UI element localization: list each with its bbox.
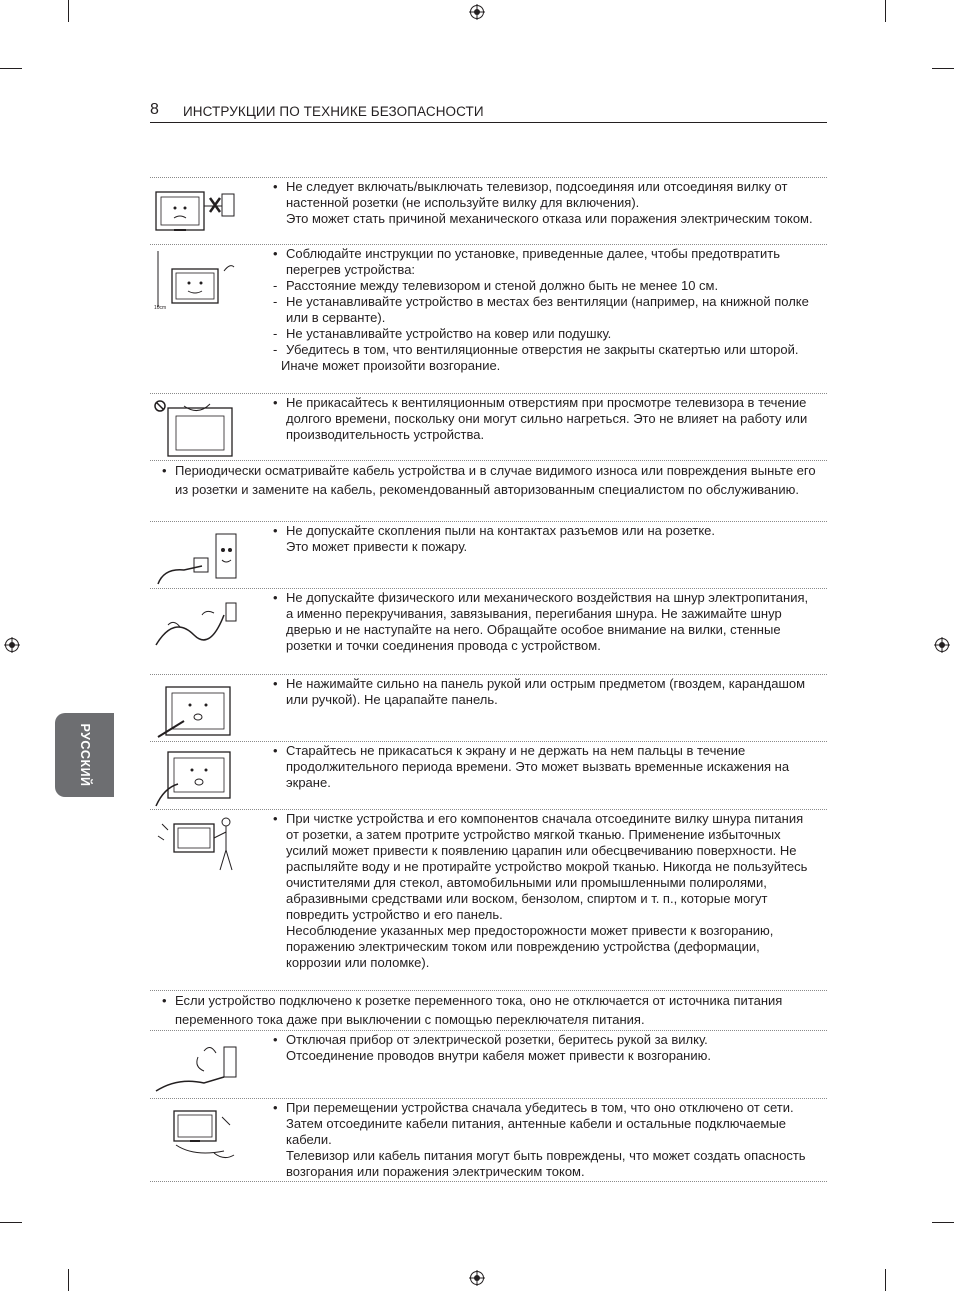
crop-mark	[0, 68, 22, 69]
screen-touch-illustration	[154, 748, 238, 808]
crop-mark	[885, 1269, 886, 1291]
list-item	[150, 588, 827, 674]
item-text: Соблюдайте инструкции по установке, приведенные далее, чтобы предотвратить перегрев устройства:	[286, 246, 780, 277]
crop-mark	[68, 1269, 69, 1291]
dusty-outlet-illustration	[154, 528, 238, 588]
item-note: Несоблюдение указанных мер предосторожности может привести к возгоранию, поражению электрическим током или повреждению устройства (деформации, коррозии или поломке).	[286, 923, 774, 970]
registration-mark-icon	[469, 4, 485, 20]
sub-item: - Не устанавливайте устройство на ковер или подушку.	[273, 326, 813, 342]
list-item	[150, 674, 827, 741]
section-title: ИНСТРУКЦИИ ПО ТЕХНИКЕ БЕЗОПАСНОСТИ	[183, 104, 484, 119]
registration-mark-icon	[4, 637, 20, 653]
tv-ventilation-illustration	[154, 251, 238, 311]
item-note: Телевизор или кабель питания могут быть повреждены, что может создать опасность возгорания или поражения электрическим током.	[286, 1148, 806, 1179]
tv-unplug-illustration	[154, 184, 238, 244]
safety-list	[150, 177, 827, 1182]
list-item	[150, 1098, 827, 1182]
language-tab	[55, 713, 114, 797]
crop-mark	[885, 0, 886, 22]
item-text: Отключая прибор от электрической розетки, беритесь рукой за вилку.	[286, 1032, 708, 1047]
registration-mark-icon	[469, 1270, 485, 1286]
item-text: Не следует включать/выключать телевизор, подсоединяя или отсоединяя вилку от настенной розетки (не используйте вилку для включения).	[286, 179, 788, 210]
vent-heat-illustration	[154, 400, 238, 460]
item-text: Не допускайте физического или механического воздействия на шнур электропитания, а именно перекручивания, завязывания, перегибания шнура. Не зажимайте шнур дверью и не наступайте на него. Обращайте особое внимание на вилки, стенные розетки и точки соединения провода с устройством.	[286, 590, 809, 653]
moving-tv-illustration	[154, 1105, 238, 1165]
item-text: • Если устройство подключено к розетке переменного тока, оно не отключается от источника питания переменного тока даже при выключении с помощью переключателя питания.	[162, 991, 822, 1029]
item-note: Иначе может произойти возгорание.	[281, 358, 501, 373]
item-text: Не нажимайте сильно на панель рукой или острым предметом (гвоздем, карандашом или ручкой). Не царапайте панель.	[286, 676, 806, 707]
item-note: Отсоединение проводов внутри кабеля может привести к возгоранию.	[286, 1048, 711, 1063]
sub-item: - Расстояние между телевизором и стеной должно быть не менее 10 см.	[273, 278, 813, 294]
item-text: При чистке устройства и его компонентов сначала отсоедините вилку шнура питания от розетки, а затем протрите устройство мягкой тканью. Применение избыточных усилий может привести к появлению царапин или обесцвечиванию поверхности. Не распыляйте воду и не протирайте устройство мокрой тканью. Никогда не пользуйтесь очистителями для стекол, автомобильными или промышленными полиролями, абразивными средствами или воском, бензолом, спиртом и т. п., которые могут повредить устройство и его панель.	[286, 811, 808, 922]
crop-mark	[0, 1222, 22, 1223]
list-item	[150, 1030, 827, 1098]
crop-mark	[932, 1222, 954, 1223]
list-item	[150, 177, 827, 244]
crop-mark	[68, 0, 69, 22]
list-item	[150, 521, 827, 588]
list-item	[150, 990, 827, 1030]
panel-press-illustration	[154, 681, 238, 741]
language-tab-label: РУССКИЙ	[77, 723, 92, 787]
cord-twist-illustration	[154, 595, 238, 655]
list-item	[150, 393, 827, 460]
item-text: Старайтесь не прикасаться к экрану и не держать на нем пальцы в течение продолжительного периода времени. Это может вызвать временные искажения на экране.	[286, 743, 790, 790]
list-item	[150, 244, 827, 393]
item-text: Не прикасайтесь к вентиляционным отверстиям при просмотре телевизора в течение долгого времени, поскольку они могут сильно нагреться. Это не влияет на работу или производительность устройства.	[286, 395, 808, 442]
registration-mark-icon	[934, 637, 950, 653]
figure-label: 10cm	[154, 305, 167, 311]
page-header	[150, 101, 827, 123]
unplug-hand-illustration	[154, 1037, 238, 1097]
crop-mark	[932, 68, 954, 69]
item-text: • Периодически осматривайте кабель устройства и в случае видимого износа или повреждения выньте его из розетки и замените на кабель, рекомендованный авторизованным специалистом по обслуживанию.	[162, 461, 822, 499]
item-note: Это может привести к пожару.	[286, 539, 468, 554]
cleaning-illustration	[154, 816, 238, 876]
item-text: При перемещении устройства сначала убедитесь в том, что оно отключено от сети. Затем отсоедините кабели питания, антенные кабели и остальные подключаемые кабели.	[286, 1100, 794, 1147]
list-item	[150, 741, 827, 809]
list-item	[150, 809, 827, 990]
sub-item: - Не устанавливайте устройство в местах без вентиляции (например, на книжной полке или в серванте).	[273, 294, 813, 326]
list-item	[150, 460, 827, 521]
item-note: Это может стать причиной механического отказа или поражения электрическим током.	[286, 211, 813, 226]
page-number: 8	[150, 101, 159, 118]
sub-item: - Убедитесь в том, что вентиляционные отверстия не закрыты скатертью или шторой.	[273, 342, 813, 358]
item-text: Не допускайте скопления пыли на контактах разъемов или на розетке.	[286, 523, 716, 538]
